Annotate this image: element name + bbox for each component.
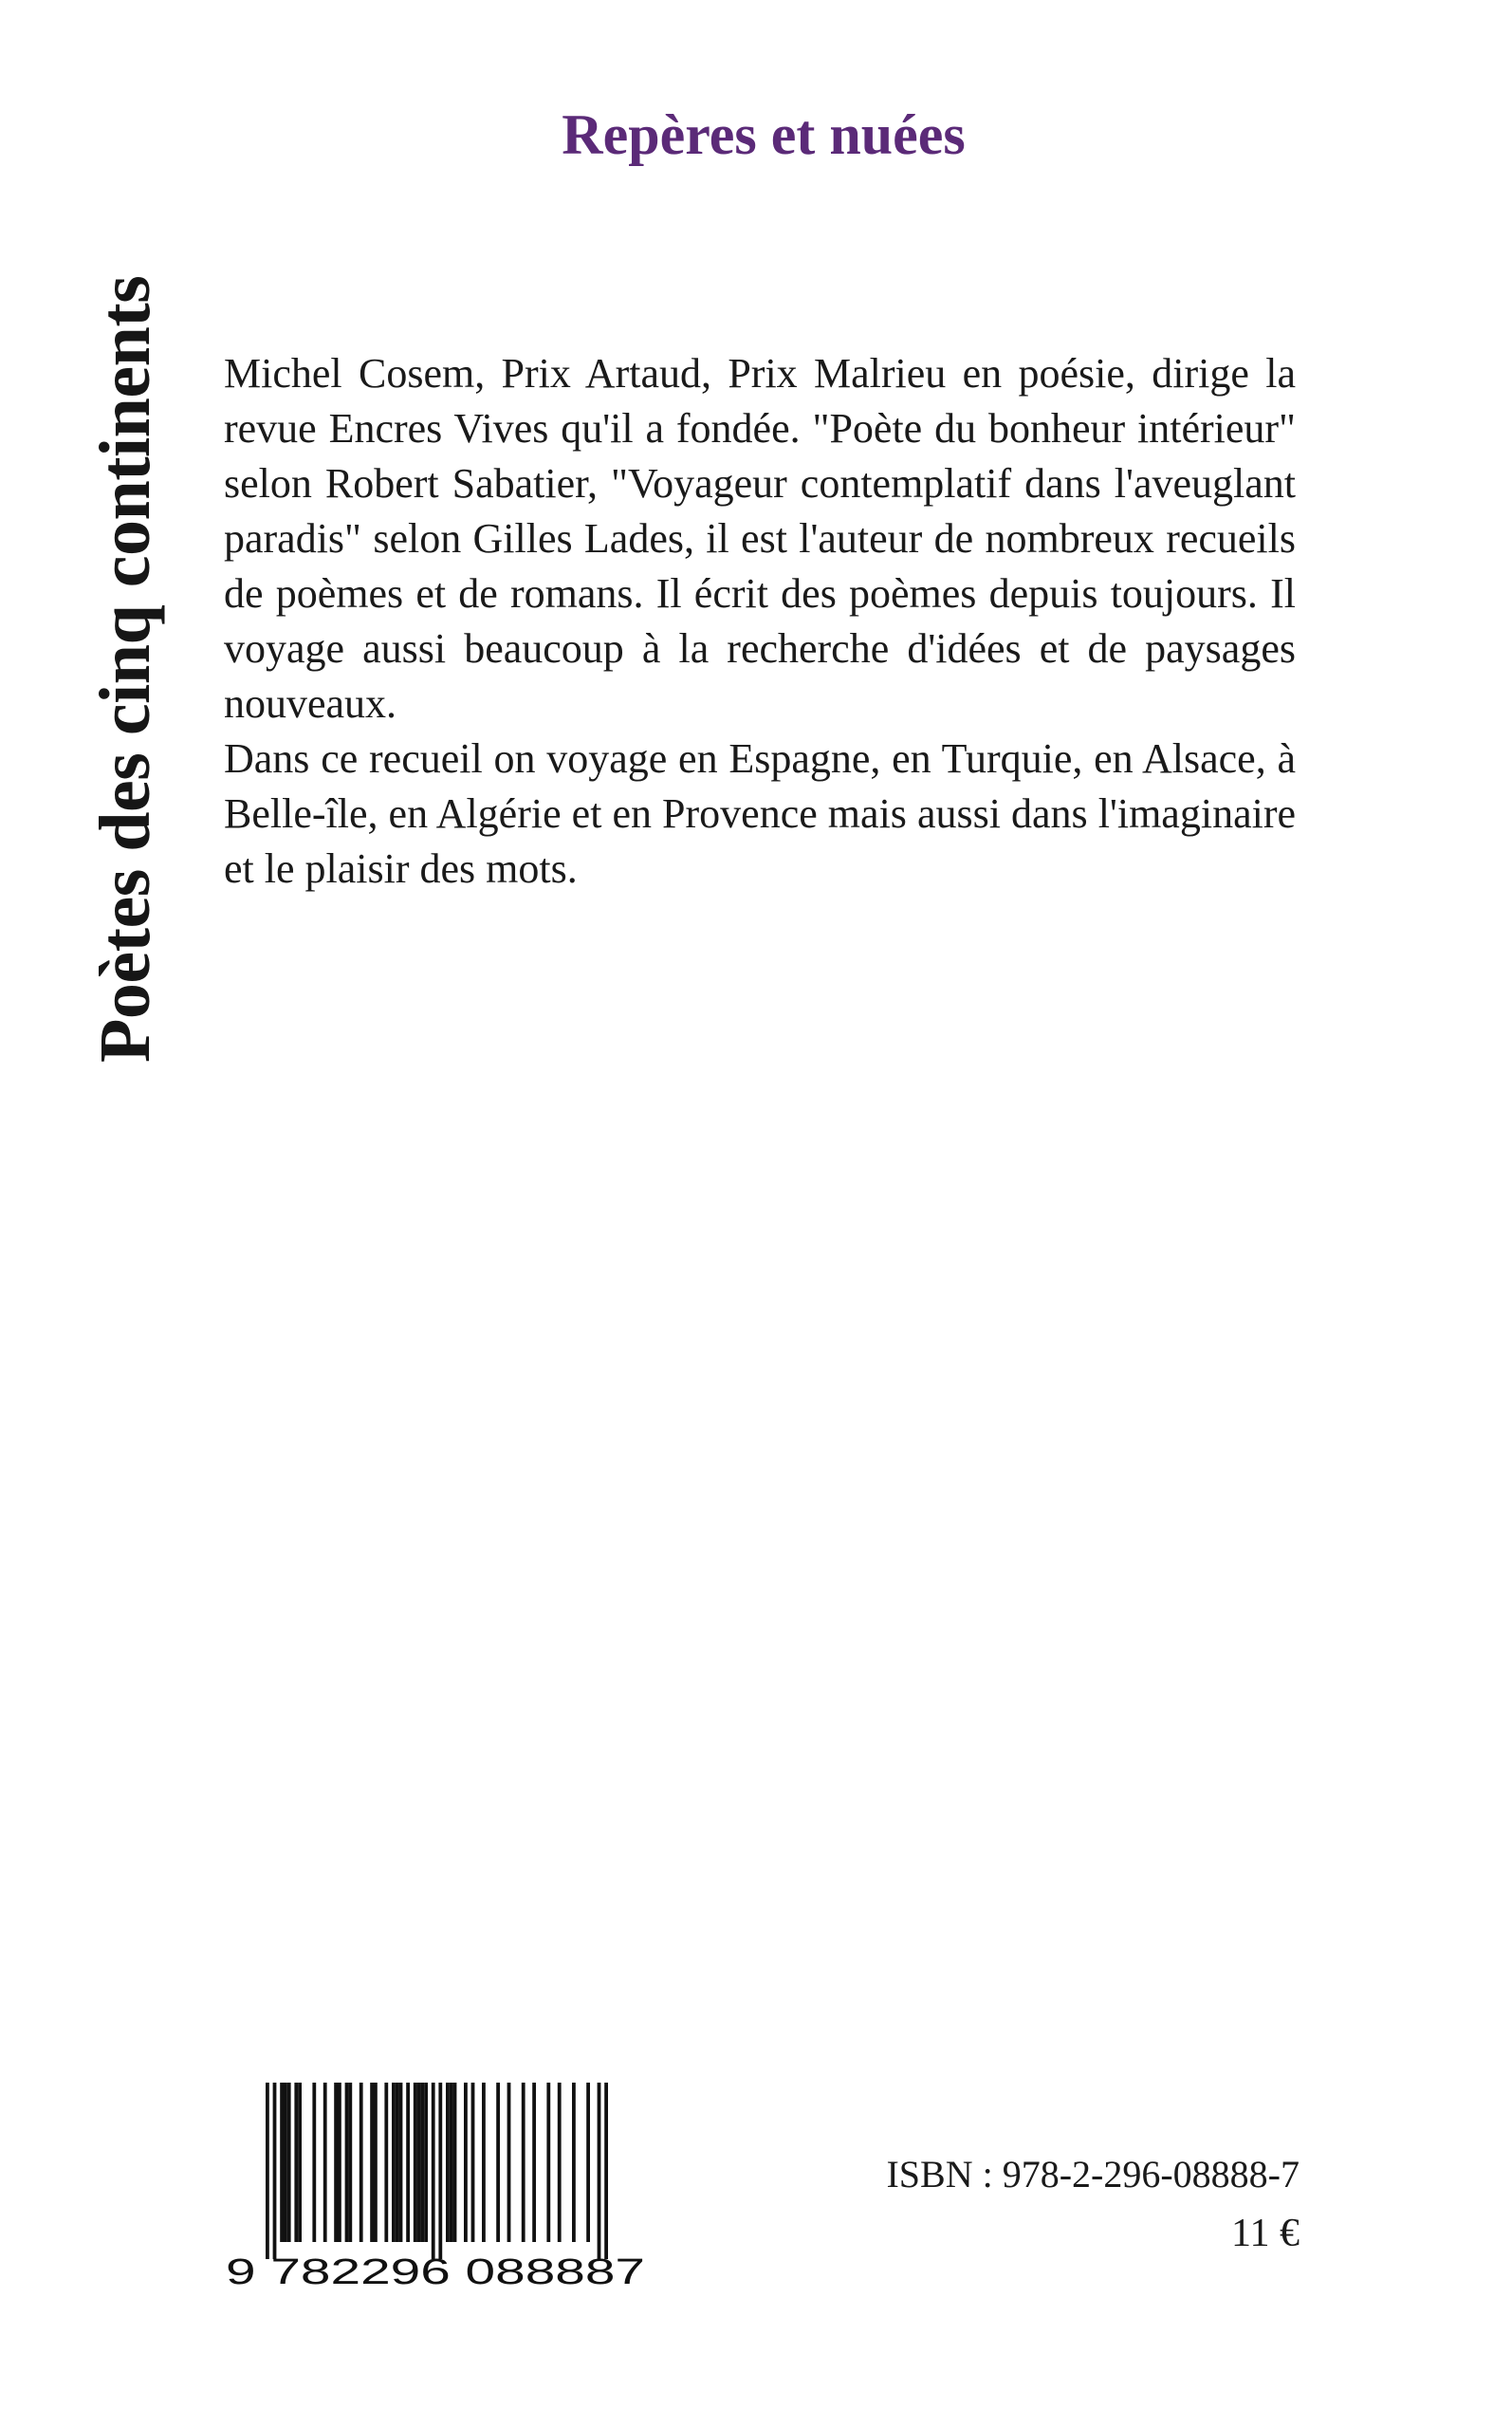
barcode-bar: [522, 2083, 526, 2242]
isbn-label: ISBN : 978-2-296-08888-7: [886, 2153, 1300, 2196]
barcode-bar: [360, 2083, 363, 2242]
barcode-bar: [374, 2083, 378, 2242]
barcode-bar: [546, 2083, 550, 2242]
barcode-bar: [414, 2083, 417, 2242]
barcode-bar: [496, 2083, 500, 2242]
barcode-bar: [450, 2083, 453, 2242]
barcode-bar: [396, 2083, 399, 2242]
barcode-bar: [586, 2083, 590, 2242]
series-title: Poètes des cinq continents: [85, 275, 165, 1063]
barcode-bar: [273, 2083, 277, 2259]
barcode-bar: [471, 2083, 475, 2242]
barcode-bar: [392, 2083, 396, 2242]
barcode-bar: [432, 2083, 435, 2259]
barcode-bar: [266, 2083, 269, 2259]
barcode-bar: [532, 2083, 536, 2242]
blurb-paragraph-collection: Dans ce recueil on voyage en Espagne, en Turquie, en Alsace, à Belle-île, en Algérie et en Provence mais aussi dans l'imaginaire et le plaisir des mots.: [224, 735, 1296, 892]
barcode-digits: 9 782296 088887: [226, 2252, 645, 2291]
ean-barcode: [224, 2083, 651, 2291]
barcode-bar: [280, 2083, 284, 2242]
barcode-bar: [323, 2083, 327, 2242]
barcode-bar: [399, 2083, 403, 2242]
back-cover-blurb: [224, 346, 1296, 897]
barcode-bar: [446, 2083, 450, 2242]
barcode-graphic: [224, 2083, 651, 2291]
price-label: 11 €: [1231, 2212, 1300, 2255]
barcode-bar: [572, 2083, 576, 2242]
book-title: Repères et nuées: [562, 103, 966, 166]
barcode-bar: [558, 2083, 562, 2242]
barcode-bar: [298, 2083, 302, 2242]
barcode-bar: [384, 2083, 388, 2242]
barcode-bar: [464, 2083, 468, 2242]
barcode-bars: [266, 2083, 608, 2259]
barcode-bar: [417, 2083, 421, 2242]
barcode-bar: [604, 2083, 608, 2259]
barcode-bar: [424, 2083, 428, 2242]
barcode-bar: [287, 2083, 291, 2242]
barcode-bar: [406, 2083, 410, 2242]
barcode-bar: [345, 2083, 349, 2242]
barcode-bar: [598, 2083, 601, 2259]
barcode-bar: [294, 2083, 298, 2242]
barcode-bar: [438, 2083, 442, 2259]
barcode-bar: [348, 2083, 352, 2242]
barcode-bar: [507, 2083, 511, 2242]
barcode-bar: [284, 2083, 287, 2242]
barcode-bar: [370, 2083, 374, 2242]
barcode-bar: [312, 2083, 316, 2242]
barcode-bar: [334, 2083, 338, 2242]
barcode-bar: [453, 2083, 457, 2242]
barcode-bar: [338, 2083, 341, 2242]
blurb-paragraph-author: Michel Cosem, Prix Artaud, Prix Malrieu en poésie, dirige la revue Encres Vives qu'il a fondée. "Poète du bonheur intérieur" selon Robert Sabatier, "Voyageur contemplatif dans l'aveuglant paradis" selon Gilles Lades, il est l'auteur de nombreux recueils de poèmes et de romans. Il écrit des poèmes depuis toujours. Il voyage aussi beaucoup à la recherche d'idées et de paysages nouveaux.: [224, 350, 1296, 727]
barcode-bar: [420, 2083, 424, 2242]
barcode-bar: [482, 2083, 486, 2242]
